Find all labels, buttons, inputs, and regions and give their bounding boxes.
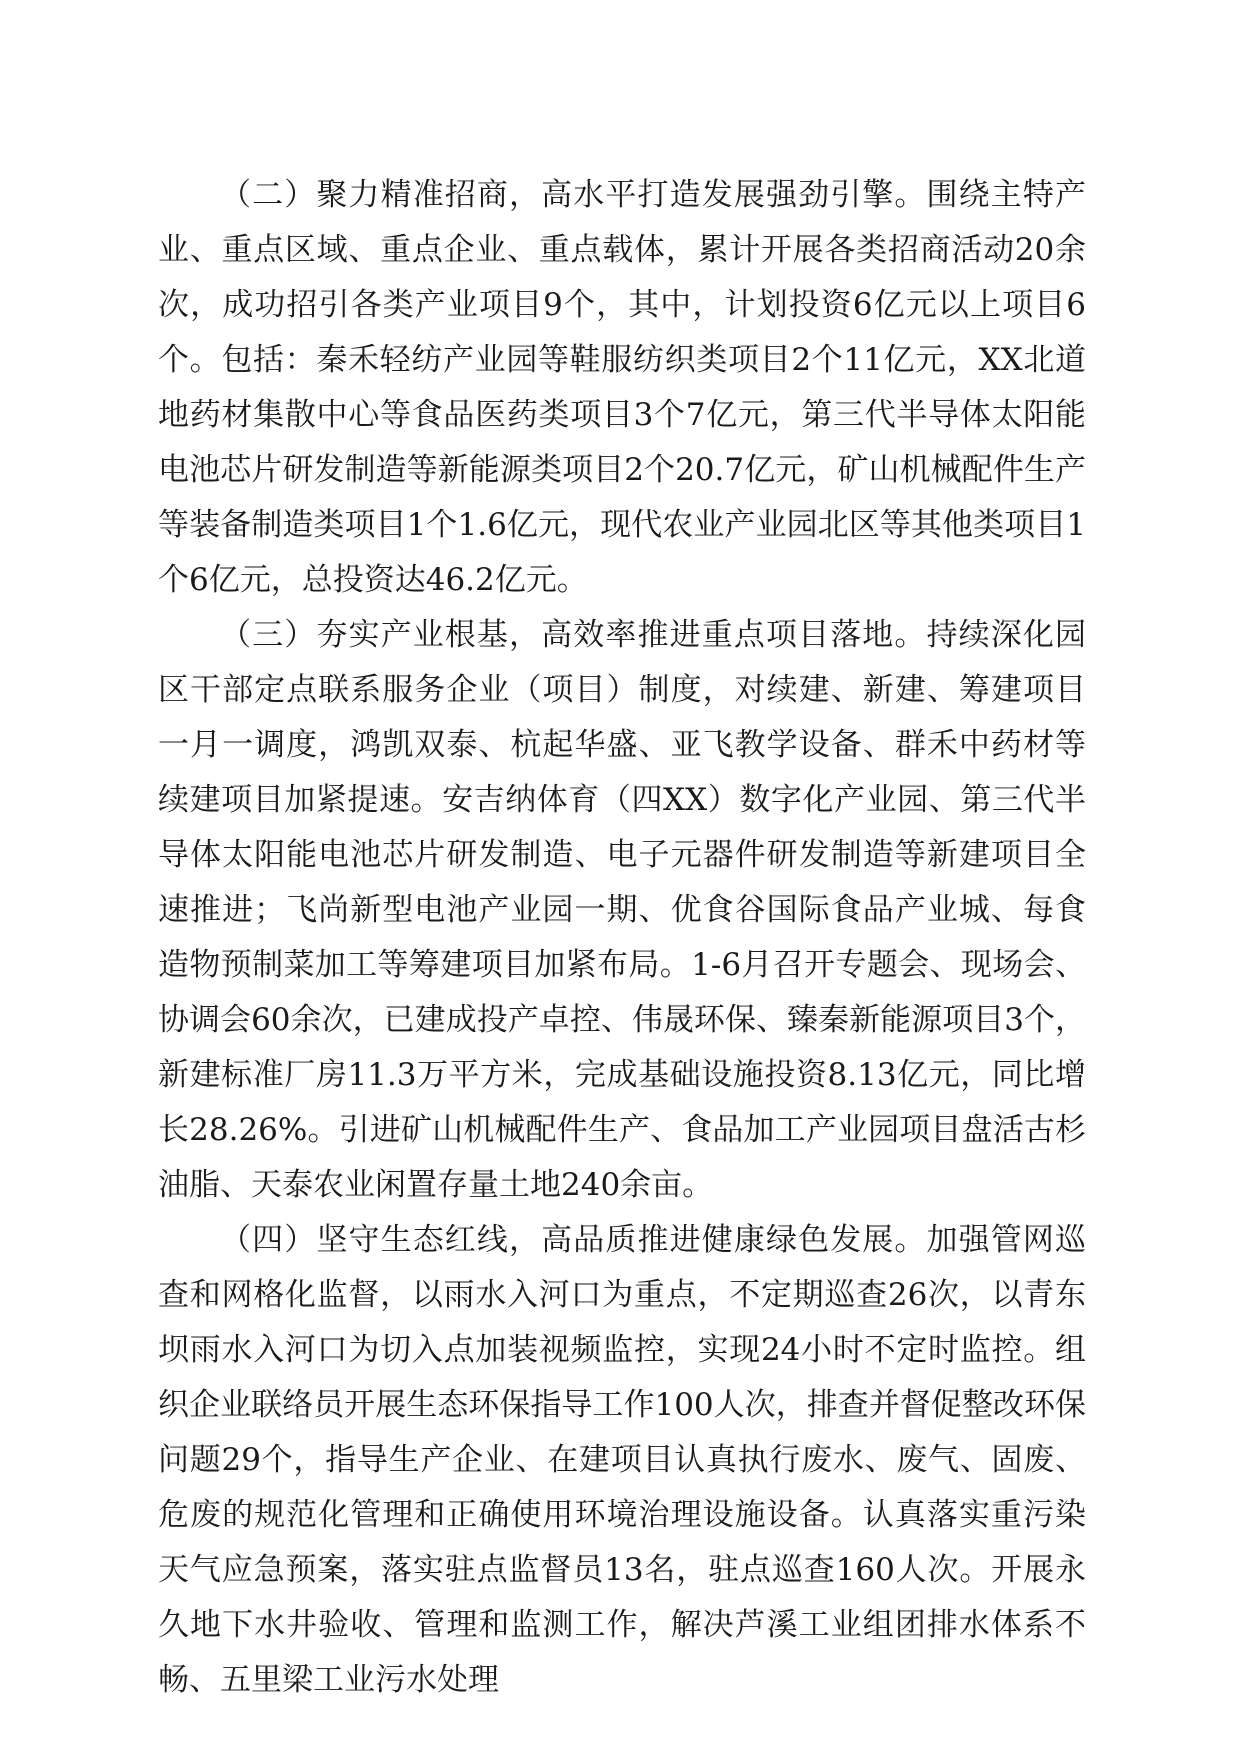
paragraph-key-projects: （三）夯实产业根基，高效率推进重点项目落地。持续深化园区干部定点联系服务企业（项目）制度，对续建、新建、筹建项目一月一调度，鸿凯双泰、杭起华盛、亚飞教学设备、群禾中药材等续建项目加紧提速。安吉纳体育（四XX）数字化产业园、第三代半导体太阳能电池芯片研发制造、电子元器件研发制造等新建项目全速推进；飞尚新型电池产业园一期、优食谷国际食品产业城、每食造物预制菜加工等筹建项目加紧布局。1-6月召开专题会、现场会、协调会60余次，已建成投产卓控、伟晟环保、臻秦新能源项目3个，新建标准厂房11.3万平方米，完成基础设施投资8.13亿元，同比增长28.26%。引进矿山机械配件生产、食品加工产业园项目盘活古杉油脂、天泰农业闲置存量土地240余亩。: [158, 617, 1086, 1203]
paragraph-investment-attraction: （二）聚力精准招商，高水平打造发展强劲引擎。围绕主特产业、重点区域、重点企业、重点载体，累计开展各类招商活动20余次，成功招引各类产业项目9个，其中，计划投资6亿元以上项目6个。包括：秦禾轻纺产业园等鞋服纺织类项目2个11亿元，XX北道地药材集散中心等食品医药类项目3个7亿元，第三代半导体太阳能电池芯片研发制造等新能源类项目2个20.7亿元，矿山机械配件生产等装备制造类项目1个1.6亿元，现代农业产业园北区等其他类项目1个6亿元，总投资达46.2亿元。: [158, 177, 1086, 598]
paragraph-ecological-protection: （四）坚守生态红线，高品质推进健康绿色发展。加强管网巡查和网格化监督，以雨水入河口为重点，不定期巡查26次，以青东坝雨水入河口为切入点加装视频监控，实现24小时不定时监控。组织企业联络员开展生态环保指导工作100人次，排查并督促整改环保问题29个，指导生产企业、在建项目认真执行废水、废气、固废、危废的规范化管理和正确使用环境治理设施设备。认真落实重污染天气应急预案，落实驻点监督员13名，驻点巡查160人次。开展永久地下水井验收、管理和监测工作，解决芦溪工业组团排水体系不畅、五里梁工业污水处理: [158, 1222, 1086, 1698]
document-body: [158, 168, 1086, 1708]
